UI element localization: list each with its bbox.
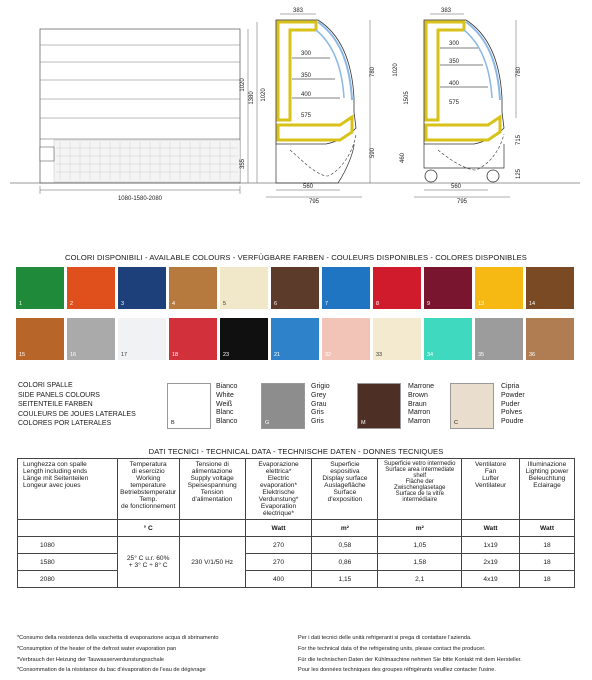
header-intermediate-glass: Superficie vetro intermedio Surface area intermediate shelf Fläche der Zwischenglasetage Surface de la vitre intermédiaire <box>378 459 462 520</box>
front-height-1020: 1020 <box>240 78 246 92</box>
svg-text:1505: 1505 <box>404 91 410 105</box>
header-lighting: Illuminazione Lighting power Beleuchtung Eclairage <box>520 459 575 520</box>
color-swatch: 6 <box>271 267 319 309</box>
color-swatch: 1 <box>16 267 64 309</box>
svg-text:1020: 1020 <box>393 63 399 77</box>
svg-text:1020: 1020 <box>261 88 267 102</box>
technical-drawings <box>0 0 592 240</box>
color-swatch: 36 <box>526 318 574 360</box>
color-swatch: 35 <box>475 318 523 360</box>
svg-text:795: 795 <box>456 199 468 205</box>
svg-text:383: 383 <box>292 8 304 14</box>
section-view-right <box>393 8 522 205</box>
svg-text:795: 795 <box>308 199 320 205</box>
header-fan: Ventilatore Fan Lufter Ventilateur <box>462 459 520 520</box>
svg-text:715: 715 <box>516 134 522 146</box>
color-swatch: 23 <box>220 318 268 360</box>
header-temperature: Temperatura di esercizio Working temperature Betriebstemperatur Temp. de fonctionnement <box>117 459 179 520</box>
svg-text:400: 400 <box>448 81 460 87</box>
svg-text:383: 383 <box>440 8 452 14</box>
front-height-1380: 1380 <box>249 91 255 105</box>
colors-title: COLORI DISPONIBILI - AVAILABLE COLOURS - VERFÜGBARE FARBEN - COULEURS DISPONIBLES - COLORES DISPONIBLES <box>65 253 527 262</box>
footnotes-left: *Consumo della resistenza della vaschetta di evaporazione acqua di sbrinamento *Consumption of the heater of the defrost water evaporation pan *Verbrauch der Heizung der Tauwasserverdunstungsschale *Consommation de la résistance du bac d'évaporation de l'eau de dégivrage <box>17 635 219 674</box>
side-panel-swatch-white: B <box>167 383 211 429</box>
table-row: 2080 400 1,15 2,1 4x19 18 <box>18 571 575 588</box>
section-view-left <box>261 8 376 205</box>
color-swatch: 3 <box>118 267 166 309</box>
svg-text:575: 575 <box>300 113 312 119</box>
svg-text:780: 780 <box>370 66 376 78</box>
svg-text:350: 350 <box>448 59 460 65</box>
svg-text:300: 300 <box>300 51 312 57</box>
temperature-cell: 25° C u.r. 60% + 3° C ÷ 8° C <box>117 537 179 588</box>
tech-data-title: DATI TECNICI - TECHNICAL DATA - TECHNISCHE DATEN - DONNES TECNIQUES <box>148 447 444 456</box>
header-voltage: Tensione di alimentazione Supply voltage Speisespannung Tension d'alimentation <box>179 459 245 520</box>
side-panel-swatch-powder: C <box>450 383 494 429</box>
color-swatch: 33 <box>373 318 421 360</box>
color-swatch: 17 <box>118 318 166 360</box>
color-swatch: 21 <box>271 318 319 360</box>
front-view <box>40 22 257 202</box>
color-swatch: 16 <box>67 318 115 360</box>
svg-text:560: 560 <box>450 184 462 190</box>
color-swatch: 14 <box>526 267 574 309</box>
voltage-cell: 230 V/1/50 Hz <box>179 537 245 588</box>
color-swatch: 32 <box>322 318 370 360</box>
color-swatch: 7 <box>322 267 370 309</box>
color-swatch: 34 <box>424 318 472 360</box>
svg-text:400: 400 <box>300 92 312 98</box>
color-swatch: 13 <box>475 267 523 309</box>
header-display-surface: Superficie espositiva Display surface Auslagefläche Surface d'exposition <box>312 459 378 520</box>
table-row: 1580 270 0,86 1,58 2x19 18 <box>18 554 575 571</box>
color-swatch: 15 <box>16 318 64 360</box>
svg-text:575: 575 <box>448 100 460 106</box>
svg-text:560: 560 <box>302 184 314 190</box>
side-panel-names-grey: Grigio Grey Grau Gris Gris <box>311 383 330 426</box>
svg-text:350: 350 <box>300 73 312 79</box>
side-panel-swatch-grey: G <box>261 383 305 429</box>
header-length: Lunghezza con spalle Length including ends Länge mit Seitenteilen Longeur avec joues <box>18 459 118 520</box>
svg-text:125: 125 <box>516 168 522 180</box>
tech-data-table <box>17 458 575 588</box>
header-evaporation: Evaporazione elettrica* Electric evaporation* Elektrische Verdunstung* Evaporation électrique* <box>245 459 312 520</box>
footnotes-right: Per i dati tecnici delle unità refrigeranti si prega di contattare l'azienda. For the technical data of the refrigerating units, please contact the producer. Für die technischen Daten der Kühlmaschine nehmen Sie bitte Kontakt mit dem Hersteller. Pour les données techniques des groupes réfrigérants veuillez contacter l'usine. <box>298 635 522 674</box>
front-width-dim: 1080-1580-2080 <box>117 196 163 202</box>
svg-text:590: 590 <box>370 147 376 159</box>
color-swatch: 4 <box>169 267 217 309</box>
side-panel-names-brown: Marrone Brown Braun Marron Marron <box>408 383 435 426</box>
color-swatch-row-2 <box>16 318 576 362</box>
color-swatch: 18 <box>169 318 217 360</box>
color-swatch: 2 <box>67 267 115 309</box>
color-swatch: 8 <box>373 267 421 309</box>
color-swatch-row-1 <box>16 267 576 311</box>
side-panel-swatch-brown: M <box>357 383 401 429</box>
side-panel-names-white: Bianco White Weiß Blanc Blanco <box>216 383 238 426</box>
svg-text:300: 300 <box>448 41 460 47</box>
svg-text:460: 460 <box>400 152 406 164</box>
table-units-row: ° C Watt m² m² Watt Watt <box>18 520 575 537</box>
svg-text:780: 780 <box>516 66 522 78</box>
table-row: 1080 25° C u.r. 60% + 3° C ÷ 8° C 230 V/1/50 Hz 270 0,58 1,05 1x19 18 <box>18 537 575 554</box>
color-swatch: 9 <box>424 267 472 309</box>
side-panel-names-powder: Cipria Powder Puder Polves Poudre <box>501 383 525 426</box>
front-height-355: 355 <box>240 158 246 170</box>
table-header-row <box>18 459 575 520</box>
color-swatch: 5 <box>220 267 268 309</box>
side-panels-label: COLORI SPALLE SIDE PANELS COLOURS SEITENTEILE FARBEN COULEURS DE JOUES LATERALES COLORES POR LATERALES <box>18 382 136 428</box>
